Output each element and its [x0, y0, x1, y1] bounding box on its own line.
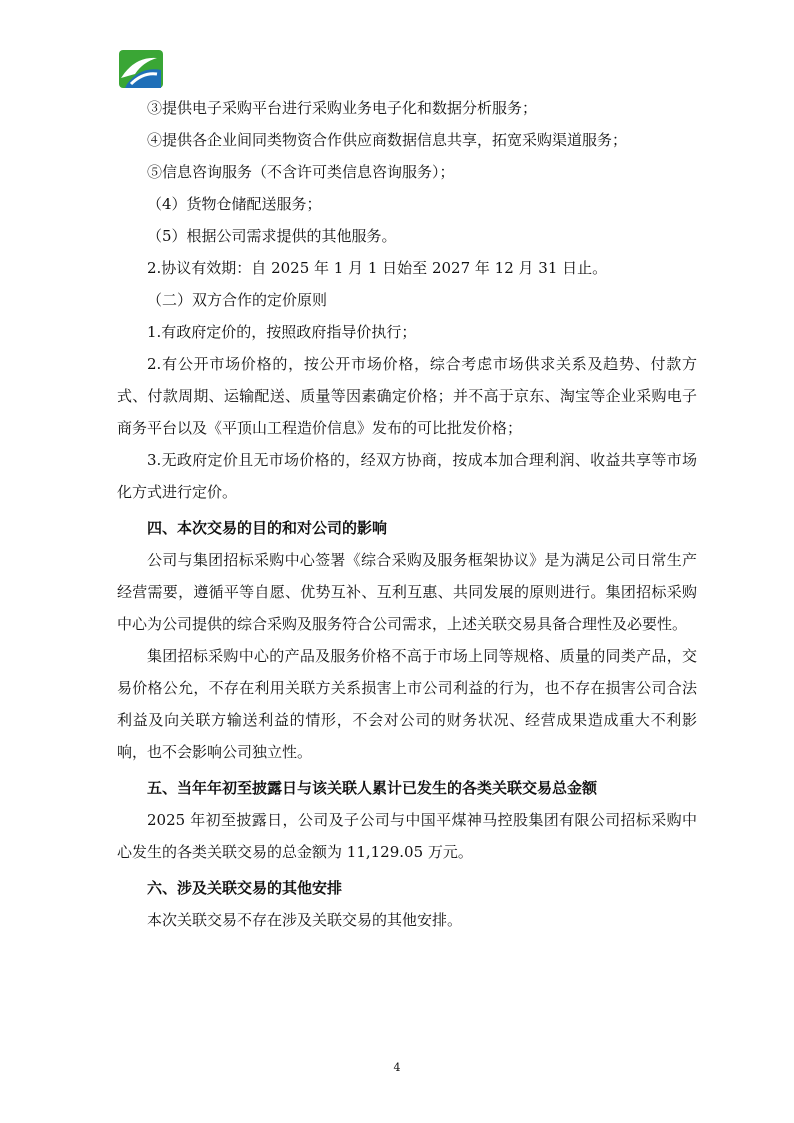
section-heading: 四、本次交易的目的和对公司的影响	[147, 519, 388, 537]
list-item: ③提供电子采购平台进行采购业务电子化和数据分析服务；	[147, 99, 538, 117]
section-paragraph: 集团招标采购中心的产品及服务价格不高于市场上同等规格、质量的同类产品，交易价格公允，不存在利用关联方关系损害上市公司利益的行为，也不存在损害公司合法利益及向关联方输送利益的情形，不会对公司的财务状况、经营成果造成重大不利影响，也不会影响公司独立性。	[117, 647, 697, 761]
list-item: ④提供各企业间同类物资合作供应商数据信息共享，拓宽采购渠道服务；	[147, 131, 628, 149]
pricing-item: 2.有公开市场价格的，按公开市场价格，综合考虑市场供求关系及趋势、付款方式、付款周期、运输配送、质量等因素确定价格；并不高于京东、淘宝等企业采购电子商务平台以及《平顶山工程造价信息》发布的可比批发价格；	[117, 355, 697, 437]
list-item: （4）货物仓储配送服务；	[147, 195, 322, 213]
list-item: ⑤信息咨询服务（不含许可类信息咨询服务）；	[147, 163, 455, 181]
pricing-item: 3.无政府定价且无市场价格的，经双方协商，按成本加合理利润、收益共享等市场化方式进行定价。	[117, 451, 697, 501]
company-logo-icon	[117, 48, 165, 90]
section-paragraph: 2025 年初至披露日，公司及子公司与中国平煤神马控股集团有限公司招标采购中心发生的各类关联交易的总金额为 11,129.05 万元。	[117, 811, 697, 861]
list-item: （5）根据公司需求提供的其他服务。	[147, 227, 397, 245]
page-number: 4	[393, 1061, 401, 1074]
section-heading: 五、当年年初至披露日与该关联人累计已发生的各类关联交易总金额	[147, 779, 598, 797]
section-paragraph: 公司与集团招标采购中心签署《综合采购及服务框架协议》是为满足公司日常生产经营需要，遵循平等自愿、优势互补、互利互惠、共同发展的原则进行。集团招标采购中心为公司提供的综合采购及服务符合公司需求，上述关联交易具备合理性及必要性。	[117, 551, 697, 633]
section-paragraph: 本次关联交易不存在涉及关联交易的其他安排。	[147, 911, 463, 929]
agreement-term: 2.协议有效期：自 2025 年 1 月 1 日始至 2027 年 12 月 31 日止。	[147, 259, 608, 277]
document-body	[117, 92, 697, 936]
subheading-pricing: （二）双方合作的定价原则	[147, 291, 328, 309]
section-heading: 六、涉及关联交易的其他安排	[147, 879, 343, 897]
pricing-item: 1.有政府定价的，按照政府指导价执行；	[147, 323, 417, 341]
